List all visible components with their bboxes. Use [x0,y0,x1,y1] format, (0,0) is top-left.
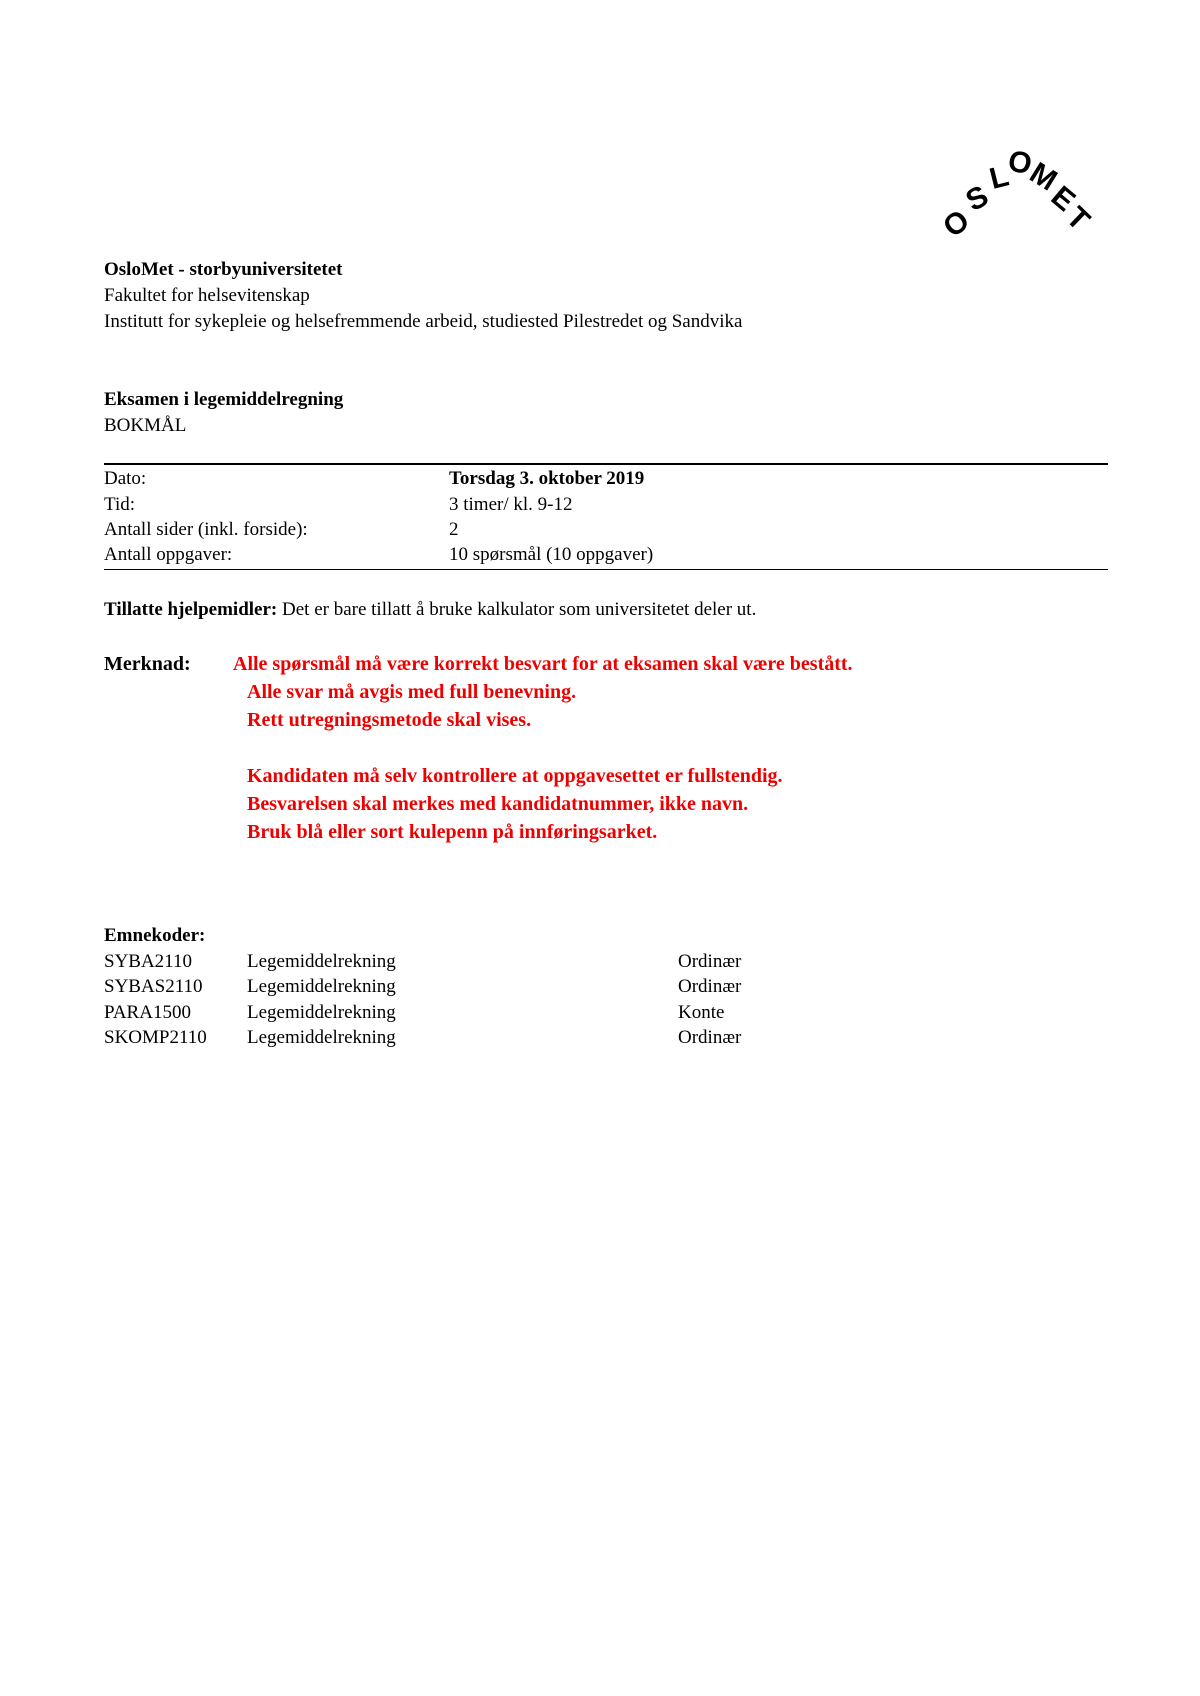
note-line-1: Alle spørsmål må være korrekt besvart for at eksamen skal være bestått. [233,653,853,675]
course-name: Legemiddelrekning [247,951,396,972]
course-name: Legemiddelrekning [247,1002,396,1023]
course-codes-heading: Emnekoder: [104,925,206,946]
logo-letter-o1: O [937,203,976,245]
info-value-tasks: 10 spørsmål (10 oppgaver) [449,544,654,565]
exam-language: BOKMÅL [104,415,187,436]
course-code: PARA1500 [104,1002,191,1023]
course-name: Legemiddelrekning [247,976,396,997]
table-bottom-rule [104,569,1108,570]
institute-name: Institutt for sykepleie og helsefremmende arbeid, studiested Pilestredet og Sandvika [104,311,743,332]
logo-letter-l: L [986,159,1013,196]
note-line-6: Bruk blå eller sort kulepenn på innføringsarket. [247,821,658,843]
institution-name: OsloMet - storbyuniversitetet [104,259,343,280]
table-top-rule [104,463,1108,465]
info-label-tasks: Antall oppgaver: [104,544,233,565]
note-line-2: Alle svar må avgis med full benevning. [247,681,577,703]
note-line-4: Kandidaten må selv kontrollere at oppgavesettet er fullstendig. [247,765,783,787]
allowed-aids-label: Tillatte hjelpemidler: [104,599,278,620]
allowed-aids-text: Det er bare tillatt å bruke kalkulator som universitetet deler ut. [282,599,757,620]
info-value-pages: 2 [449,519,459,540]
course-type: Ordinær [678,951,742,972]
course-type: Konte [678,1002,725,1023]
note-label: Merknad: [104,653,191,675]
note-line-3: Rett utregningsmetode skal vises. [247,709,532,731]
info-label-time: Tid: [104,494,135,515]
logo-letter-e: E [1044,179,1082,218]
course-code: SYBA2110 [104,951,192,972]
course-code: SYBAS2110 [104,976,203,997]
info-label-date: Dato: [104,468,147,489]
exam-title: Eksamen i legemiddelregning [104,389,344,410]
course-code: SKOMP2110 [104,1027,207,1048]
faculty-name: Fakultet for helsevitenskap [104,285,310,306]
info-label-pages: Antall sider (inkl. forside): [104,519,308,540]
logo-letter-s: S [960,179,994,218]
oslomet-logo [937,144,1096,246]
logo-letter-t: T [1059,200,1096,238]
info-value-time: 3 timer/ kl. 9-12 [449,494,573,515]
course-type: Ordinær [678,1027,742,1048]
course-type: Ordinær [678,976,742,997]
info-value-date: Torsdag 3. oktober 2019 [449,468,645,489]
logo-letter-m: M [1023,156,1063,198]
course-name: Legemiddelrekning [247,1027,396,1048]
logo-letter-o2: O [1005,144,1035,182]
note-line-5: Besvarelsen skal merkes med kandidatnummer, ikke navn. [247,793,749,815]
allowed-aids [104,598,756,622]
